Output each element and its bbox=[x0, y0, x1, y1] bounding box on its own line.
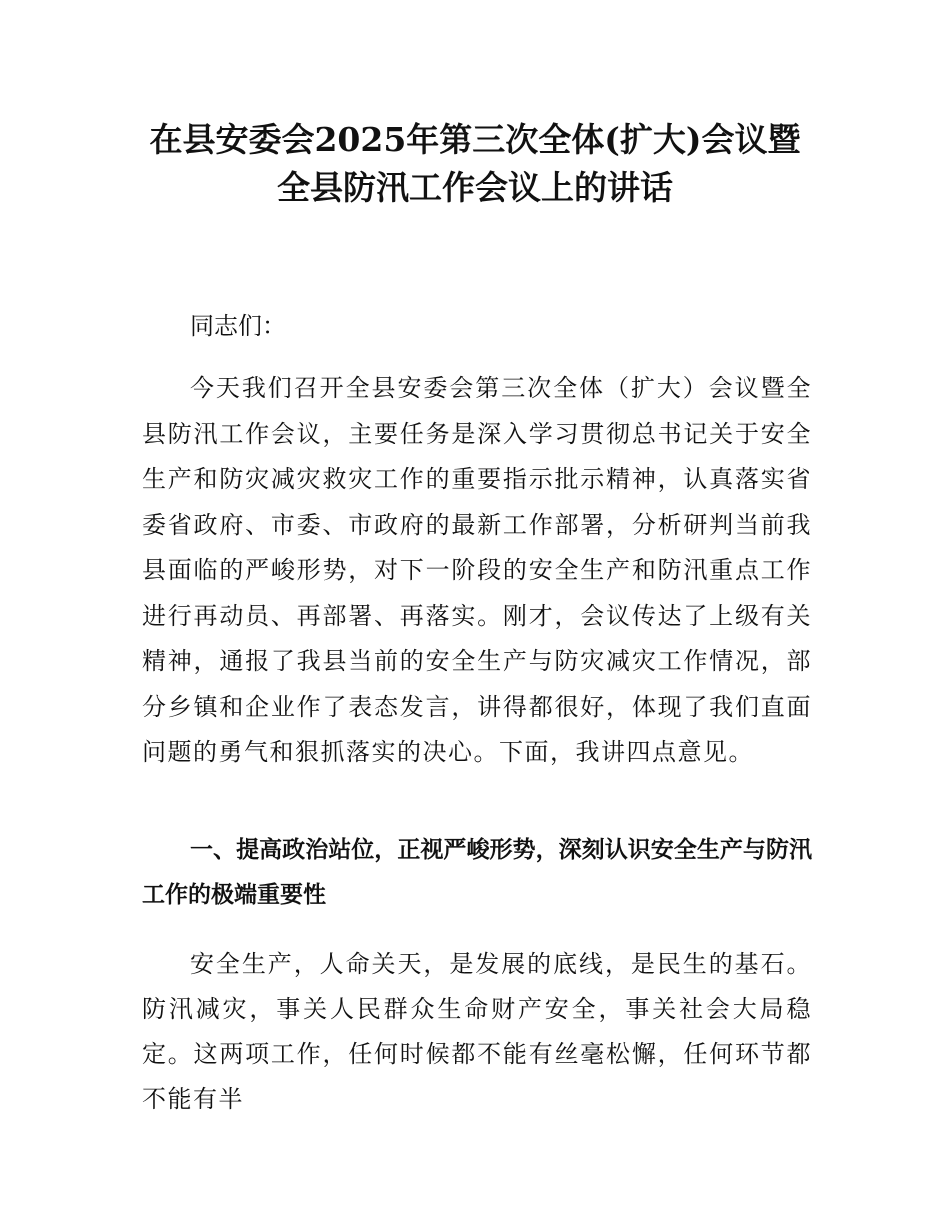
document-title-line-2: 全县防汛工作会议上的讲话 bbox=[277, 168, 673, 207]
intro-paragraph: 今天我们召开全县安委会第三次全体（扩大）会议暨全县防汛工作会议，主要任务是深入学习贯彻总书记关于安全生产和防灾减灾救灾工作的重要指示批示精神，认真落实省委省政府、市委、市政府的最新工作部署，分析研判当前我县面临的严峻形势，对下一阶段的安全生产和防汛重点工作进行再动员、再部署、再落实。刚才，会议传达了上级有关精神，通报了我县当前的安全生产与防灾减灾工作情况，部分乡镇和企业作了表态发言，讲得都很好，体现了我们直面问题的勇气和狠抓落实的决心。下面，我讲四点意见。 bbox=[142, 374, 812, 766]
salutation: 同志们： bbox=[190, 312, 286, 340]
section-1-paragraph: 安全生产，人命关天，是发展的底线，是民生的基石。防汛减灾，事关人民群众生命财产安全，事关社会大局稳定。这两项工作，任何时候都不能有丝毫松懈，任何环节都不能有半 bbox=[142, 950, 812, 1113]
document-title-line-1: 在县安委会2025年第三次全体(扩大)会议暨 bbox=[149, 120, 801, 159]
section-heading-1: 一、提高政治站位，正视严峻形势，深刻认识安全生产与防汛工作的极端重要性 bbox=[142, 837, 812, 908]
